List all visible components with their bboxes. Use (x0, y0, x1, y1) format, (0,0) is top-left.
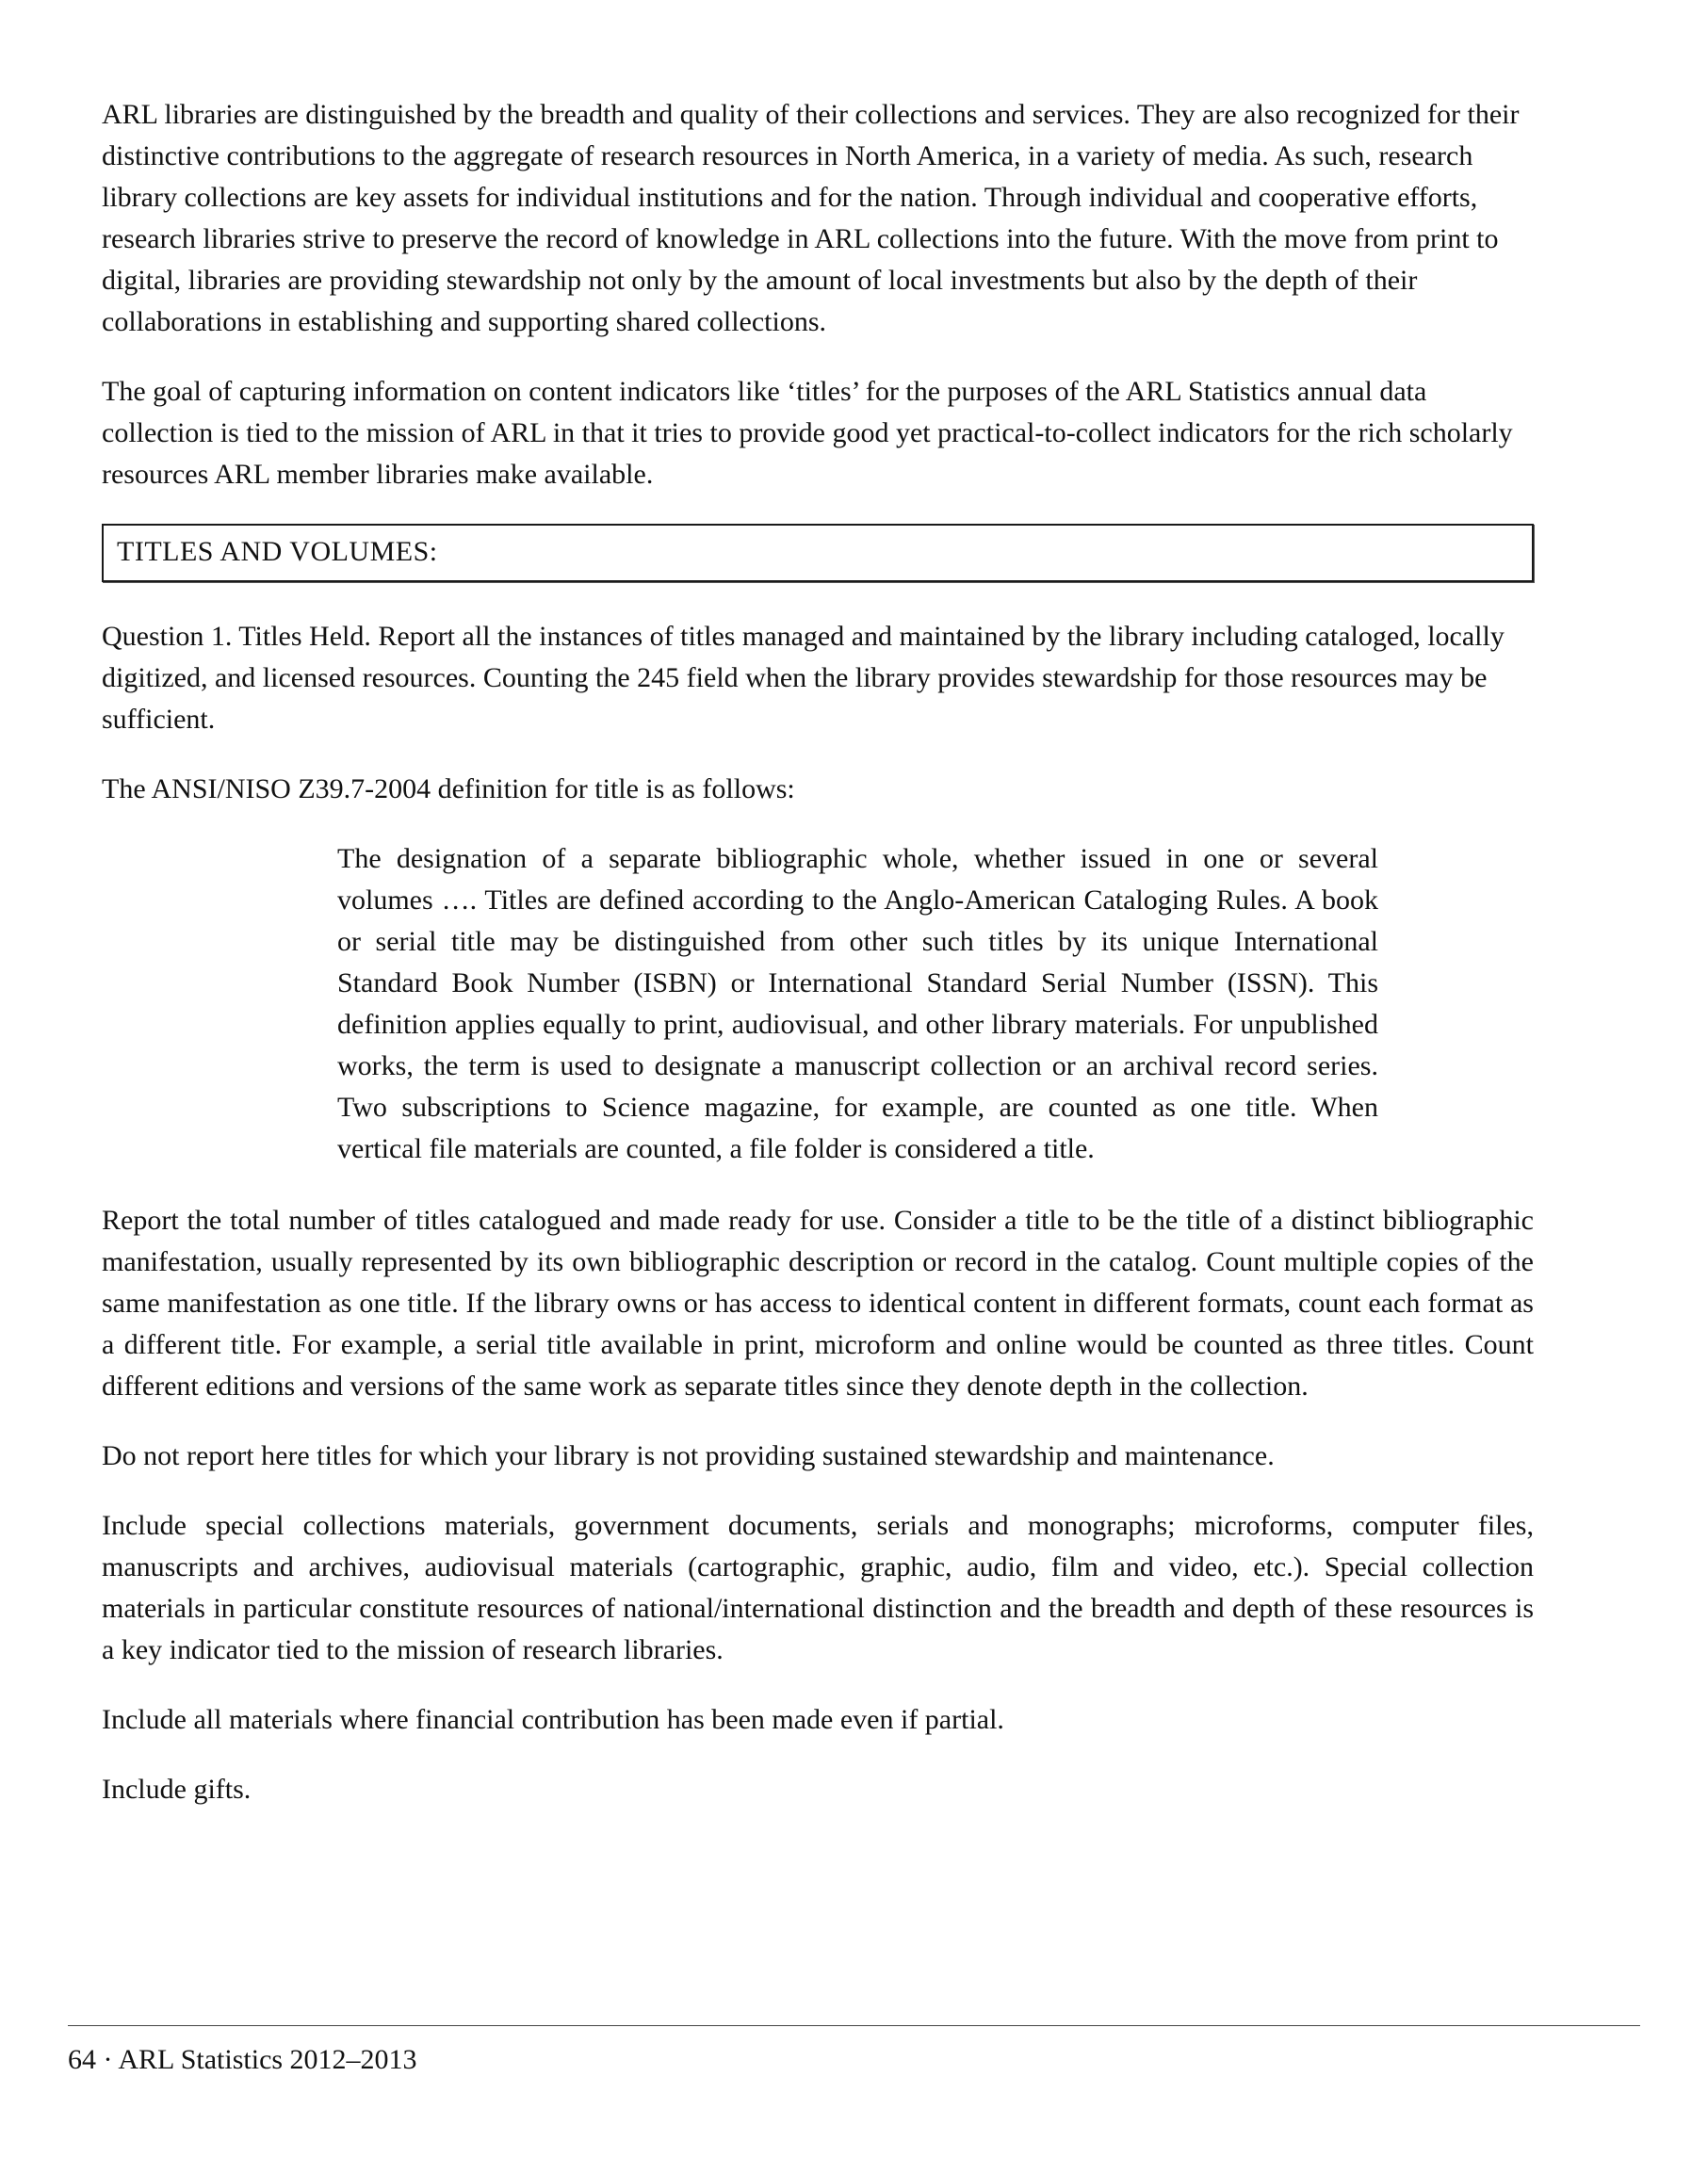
footer-text: 64 · ARL Statistics 2012–2013 (68, 2044, 417, 2075)
section-heading-box (102, 524, 1534, 582)
section-heading: TITLES AND VOLUMES: (117, 536, 438, 567)
paragraph-goal: The goal of capturing information on content indicators like ‘titles’ for the purposes of the ARL Statistics annual data collection is tied to the mission of ARL in that it tries to provide good yet practical-to-collect indicators for the rich scholarly resources ARL member libraries make available. (102, 376, 1513, 490)
body-column (102, 94, 1534, 1839)
paragraph-include-gifts: Include gifts. (102, 1774, 252, 1805)
paragraph-question1: Question 1. Titles Held. Report all the instances of titles managed and maintained by the library including cataloged, locally digitized, and licensed resources. Counting the 245 field when the library provides stewardship for those resources may be sufficient. (102, 621, 1505, 735)
paragraph-include-special: Include special collections materials, government documents, serials and monographs; microforms, computer files, manuscripts and archives, audiovisual materials (cartographic, graphic, audio, film and video, etc.). Special collection materials in particular constitute resources of national/international distinction and the breadth and depth of these resources is a key indicator tied to the mission of research libraries. (102, 1510, 1534, 1665)
footer-rule (68, 2025, 1640, 2026)
paragraph-report-titles: Report the total number of titles catalogued and made ready for use. Consider a title to be the title of a distinct bibliographic manifestation, usually represented by its own bibliographic description or record in the catalog. Count multiple copies of the same manifestation as one title. If the library owns or has access to identical content in different formats, count each format as a different title. For example, a serial title available in print, microform and online would be counted as three titles. Count different editions and versions of the same work as separate titles since they denote depth in the collection. (102, 1205, 1534, 1402)
page-footer (68, 2025, 1640, 2081)
paragraph-intro: ARL libraries are distinguished by the breadth and quality of their collections and services. They are also recognized for their distinctive contributions to the aggregate of research resources in North America, in a variety of media. As such, research library collections are key assets for individual institutions and for the nation. Through individual and cooperative efforts, research libraries strive to preserve the record of knowledge in ARL collections into the future. With the move from print to digital, libraries are providing stewardship not only by the amount of local investments but also by the depth of their collaborations in establishing and supporting shared collections. (102, 99, 1520, 337)
definition-blockquote: The designation of a separate bibliographic whole, whether issued in one or several volumes …. Titles are defined according to the Anglo-American Cataloging Rules. A book or serial title may be distinguished from other such titles by its unique International Standard Book Number (ISBN) or International Standard Serial Number (ISSN). This definition applies equally to print, audiovisual, and other library materials. For unpublished works, the term is used to designate a manuscript collection or an archival record series. Two subscriptions to Science magazine, for example, are counted as one title. When vertical file materials are counted, a file folder is considered a title. (337, 843, 1378, 1164)
paragraph-ansi-intro: The ANSI/NISO Z39.7-2004 definition for title is as follows: (102, 773, 795, 804)
paragraph-do-not-report: Do not report here titles for which your library is not providing sustained stewardship and maintenance. (102, 1440, 1275, 1471)
paragraph-include-financial: Include all materials where financial contribution has been made even if partial. (102, 1704, 1004, 1735)
